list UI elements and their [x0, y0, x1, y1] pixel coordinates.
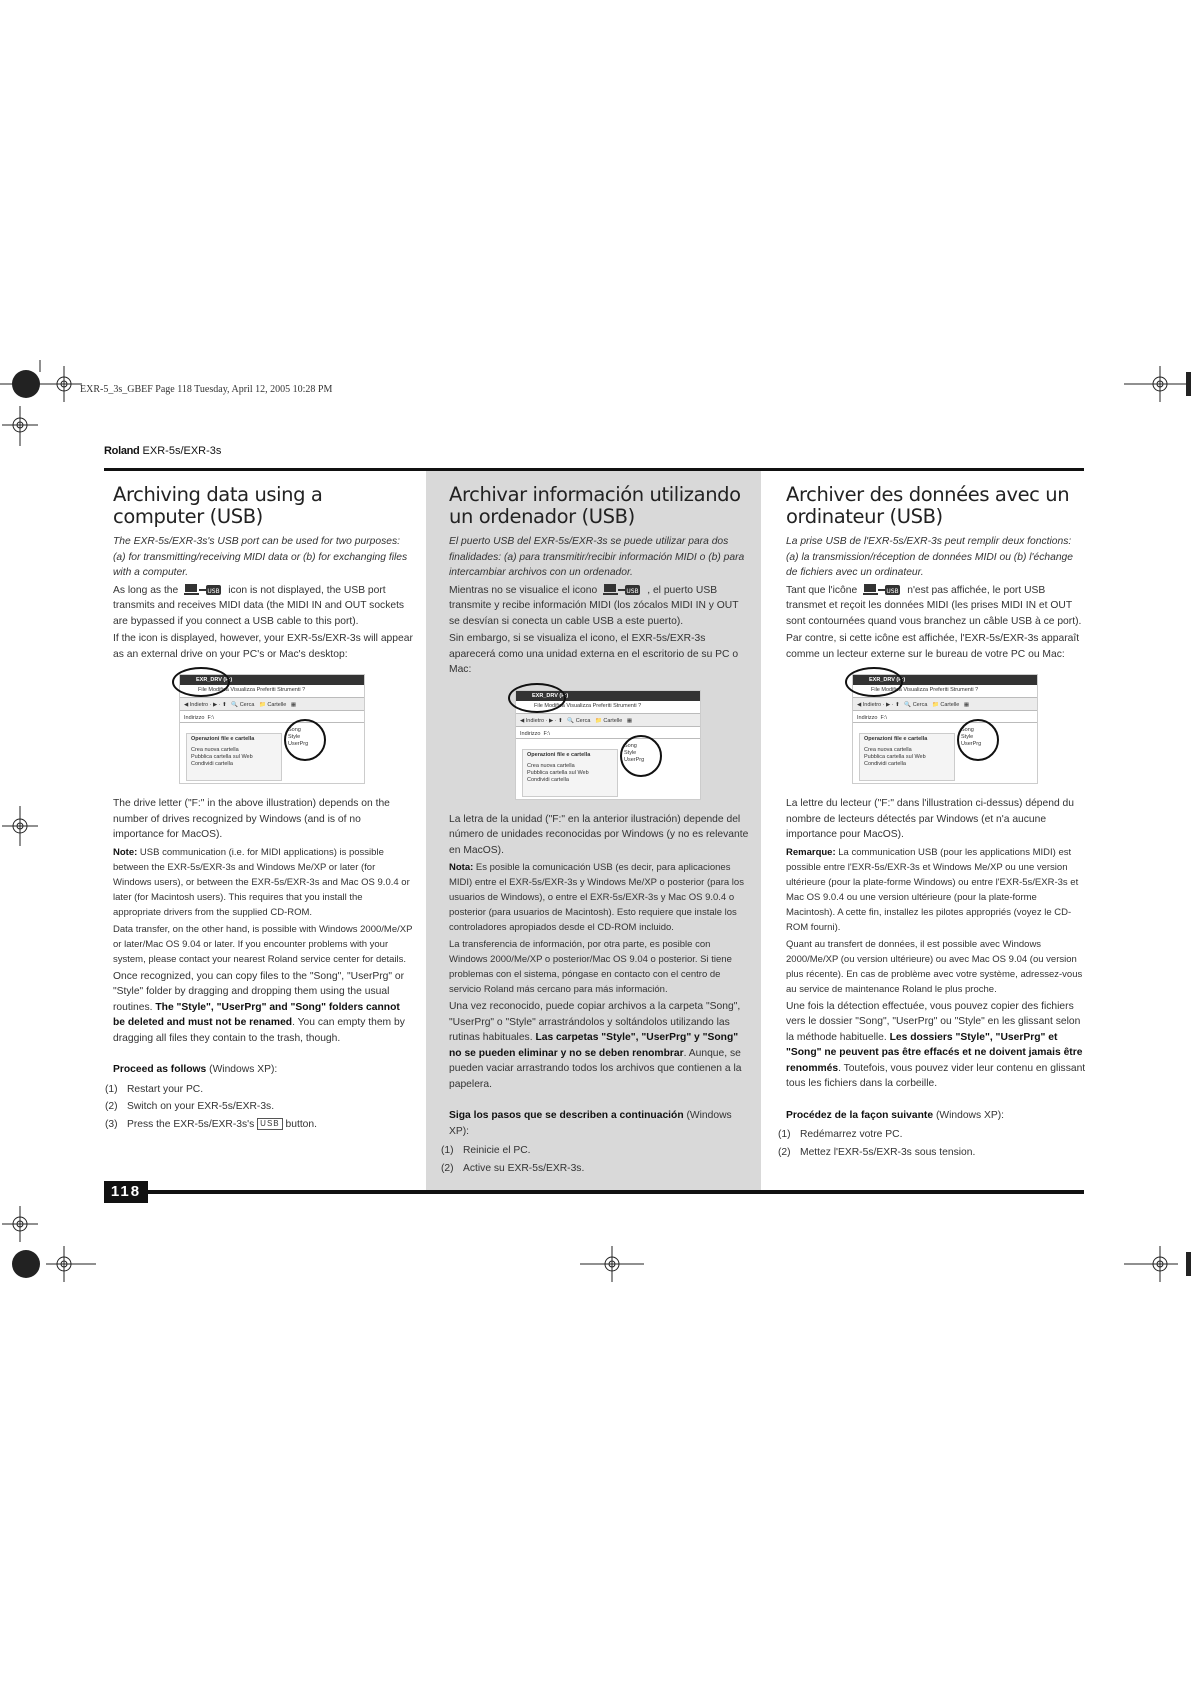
step-list — [105, 1082, 413, 1133]
task-panel: Operazioni file e cartella Crea nuova cartella Pubblica cartella sul Web Condividi cartella — [186, 733, 282, 781]
highlight-circle — [845, 667, 903, 697]
column-spanish — [441, 483, 749, 1178]
highlight-circle — [172, 667, 230, 697]
note: Note: USB communication (i.e. for MIDI applications) is possible between the EXR-5s/EXR-3s and Windows Me/XP or later (for Windows users), or between the EXR-5s/EXR-3s and Mac OS 9.0.4 or later (for Macintosh users). This requires that you install the appropriate drivers from the supplied CD-ROM. — [113, 846, 410, 918]
svg-text:USB: USB — [886, 587, 899, 595]
toolbar: ◀ Indietro · ▶ · ⬆ 🔍 Cerca 📁 Cartelle ▦ — [853, 697, 1037, 711]
paragraph: La lettre du lecteur ("F:" dans l'illustration ci-dessus) dépend du nombre de lecteurs détectés par Windows (et n'a aucune importance pour MacOS). — [786, 798, 1075, 840]
toolbar: ◀ Indietro · ▶ · ⬆ 🔍 Cerca 📁 Cartelle ▦ — [180, 697, 364, 711]
explorer-screenshot — [179, 674, 365, 784]
usb-drive-icon — [863, 584, 901, 596]
usb-drive-icon — [184, 584, 222, 596]
window-title: EXR_DRV (F:) — [516, 691, 700, 701]
intro-text: La prise USB de l'EXR-5s/EXR-3s peut remplir deux fonctions: (a) la transmission/réception de données MIDI ou (b) l'échange de fichiers avec un ordinateur. — [786, 536, 1073, 578]
note: La transferencia de información, por otra parte, es posible con Windows 2000/Me/XP o posterior/Mac OS 9.04 o posterior. Si tiene problemas con el sistema, póngase en contacto con el centro de servicio Roland más cercano para más información. — [449, 939, 732, 995]
page-number: 118 — [104, 1181, 148, 1203]
menu-bar: File Modifica Visualizza Preferiti Strumenti ? — [871, 687, 979, 693]
svg-text:USB: USB — [626, 587, 639, 595]
intro-text: The EXR-5s/EXR-3s's USB port can be used for two purposes: (a) for transmitting/receiving MIDI data or (b) for exchanging files with a computer. — [113, 536, 408, 578]
highlight-circle — [284, 719, 326, 761]
step: (2) Mettez l'EXR-5s/EXR-3s sous tension. — [778, 1146, 976, 1158]
section-title: Archivar información utilizando un ordenador (USB) — [449, 483, 741, 528]
usb-button-label: USB — [257, 1118, 282, 1130]
usb-drive-icon — [603, 584, 641, 596]
paragraph: Sin embargo, si se visualiza el icono, el EXR-5s/EXR-3s aparecerá como una unidad externa en el escritorio de su PC o Mac: — [449, 633, 739, 675]
folder-list: Song Style UserPrg — [624, 742, 645, 763]
roland-logo: Roland — [104, 445, 140, 457]
toolbar: ◀ Indietro · ▶ · ⬆ 🔍 Cerca 📁 Cartelle ▦ — [516, 713, 700, 727]
window-title: EXR_DRV (F:) — [853, 675, 1037, 685]
paragraph: Une fois la détection effectuée, vous pouvez copier des fichiers vers le dossier "Song", "UserPrg" ou "Style" en les glissant selon la méthode habituelle. Les dossiers "Style", "UserPrg" et "Song" ne peuvent pas être effacés et ne doivent jamais être renommés. Toutefois, vous pouvez vider leur contenu en glissant tous les fichiers dans la corbeille. — [786, 1000, 1086, 1089]
explorer-screenshot — [852, 674, 1038, 784]
paragraph: If the icon is displayed, however, your EXR-5s/EXR-3s will appear as an external drive on your PC's or Mac's desktop: — [113, 633, 413, 660]
address-bar: Indirizzo F:\ — [180, 713, 364, 723]
window-title: EXR_DRV (F:) — [180, 675, 364, 685]
print-slug: EXR-5_3s_GBEF Page 118 Tuesday, April 12, 2005 10:28 PM — [80, 384, 333, 395]
note: Data transfer, on the other hand, is possible with Windows 2000/Me/XP or later/Mac OS 9.04 or later. If you encounter problems with your system, please contact your nearest Roland service center for details. — [113, 923, 413, 965]
column-english — [105, 483, 413, 1134]
note: Remarque: La communication USB (pour les applications MIDI) est possible entre l'EXR-5s/EXR-3s et Windows Me/XP ou une version ultérieure (pour la plate-forme Windows) ou entre l'EXR-5s/EXR-3s et Mac OS 9.0.4 ou une version ultérieure (pour la plate-forme Macintosh). A cette fin, installez les pilotes appropriés (voyez le CD-ROM fourni). — [786, 846, 1079, 933]
paragraph: Una vez reconocido, puede copiar archivos a la carpeta "Song", "UserPrg" o "Style" arrastrándolos y soltándolos utilizando las rutinas habituales. Las carpetas "Style", "UserPrg" y "Song" no se pueden eliminar y no se deben renombrar. Aunque, se pueden vaciar arrastrando todos los archivos que contienen a la papelera. — [449, 1001, 742, 1090]
menu-bar: File Modifica Visualizza Preferiti Strumenti ? — [534, 702, 642, 709]
highlight-circle — [620, 735, 662, 777]
brand-header — [104, 445, 221, 457]
procedure-heading: Procédez de la façon suivante (Windows XP): — [786, 1109, 1005, 1121]
paragraph: As long as the USB icon is not displayed, the USB port transmits and receives MIDI data (the MIDI IN and OUT sockets are bypassed if you connect a USB cable to this port). — [113, 584, 405, 627]
procedure-heading: Siga los pasos que se describen a continuación (Windows XP): — [449, 1110, 732, 1137]
section-title: Archiver des données avec un ordinateur (USB) — [786, 483, 1070, 528]
note: Nota: Es posible la comunicación USB (es decir, para aplicaciones MIDI) entre el EXR-5s/EXR-3s y Windows Me/XP o posterior (para los usuarios de Windows), o entre el EXR-5s/EXR-3s y Mac OS 9.0.4 o posterior (para usuarios de Macintosh). Esto requiere que instale los controladores apropiados desde el CD-ROM incluido. — [449, 862, 744, 933]
menu-bar: File Modifica Visualizza Preferiti Strumenti ? — [198, 687, 306, 693]
address-bar: Indirizzo F:\ — [853, 713, 1037, 723]
highlight-circle — [957, 719, 999, 761]
paragraph: The drive letter ("F:" in the above illustration) depends on the number of drives recognized by Windows (and is of no importance for MacOS). — [113, 798, 390, 840]
column-french — [778, 483, 1086, 1162]
folder-list: Song Style UserPrg — [961, 727, 982, 747]
step: (2) Active su EXR-5s/EXR-3s. — [441, 1162, 585, 1174]
step-list — [441, 1143, 749, 1176]
highlight-circle — [508, 683, 566, 713]
task-panel: Operazioni file e cartella Crea nuova cartella Pubblica cartella sul Web Condividi cartella — [522, 749, 618, 797]
svg-text:USB: USB — [207, 587, 220, 595]
step-list — [778, 1127, 1086, 1160]
paragraph: Par contre, si cette icône est affichée, l'EXR-5s/EXR-3s apparaît comme un lecteur externe sur le bureau de votre PC ou Mac: — [786, 633, 1080, 660]
section-title: Archiving data using a computer (USB) — [113, 483, 323, 528]
procedure-heading: Proceed as follows (Windows XP): — [113, 1064, 278, 1075]
note: Quant au transfert de données, il est possible avec Windows 2000/Me/XP (ou version ultérieure) ou avec Mac OS 9.04 (ou version plus récente). En cas de problème avec votre système, adressez-vous au service de maintenance Roland le plus proche. — [786, 938, 1083, 995]
task-panel: Operazioni file e cartella Crea nuova cartella Pubblica cartella sul Web Condividi cartella — [859, 733, 955, 781]
explorer-screenshot — [515, 690, 701, 800]
step: (2) Switch on your EXR-5s/EXR-3s. — [105, 1101, 275, 1112]
folder-list: Song Style UserPrg — [288, 727, 309, 747]
step: (1) Redémarrez votre PC. — [778, 1129, 903, 1140]
intro-text: El puerto USB del EXR-5s/EXR-3s se puede utilizar para dos finalidades: (a) para transmitir/recibir información MIDI o (b) para intercambiar archivos con un ordenador. — [449, 536, 745, 578]
paragraph: Tant que l'icône USB n'est pas affichée, le port USB transmet et reçoit les données MIDI (les prises MIDI IN et OUT sont contournées quand vous branchez un câble USB à ce port). — [786, 584, 1082, 627]
paragraph: Mientras no se visualice el icono USB , el puerto USB transmite y recibe información MIDI (los zócalos MIDI IN y OUT se desvían si conecta un cable USB a este puerto). — [449, 584, 739, 627]
paragraph: Once recognized, you can copy files to the "Song", "UserPrg" or "Style" folder by dragging and dropping them using the usual routines. The "Style", "UserPrg" and "Song" folders cannot be deleted and must not be renamed. You can empty them by dragging all files they contain to the trash, though. — [113, 970, 405, 1044]
step: (1) Restart your PC. — [105, 1083, 204, 1095]
bottom-rule — [104, 1190, 1084, 1194]
paragraph: La letra de la unidad ("F:" en la anterior ilustración) depende del número de unidades reconocidas por Windows (y no es relevante en MacOS). — [449, 813, 749, 856]
step: (3) Press the EXR-5s/EXR-3s's USB button. — [105, 1118, 317, 1130]
model-name: EXR-5s/EXR-3s — [142, 445, 222, 457]
address-bar: Indirizzo F:\ — [516, 729, 700, 739]
step: (1) Reinicie el PC. — [441, 1145, 531, 1156]
